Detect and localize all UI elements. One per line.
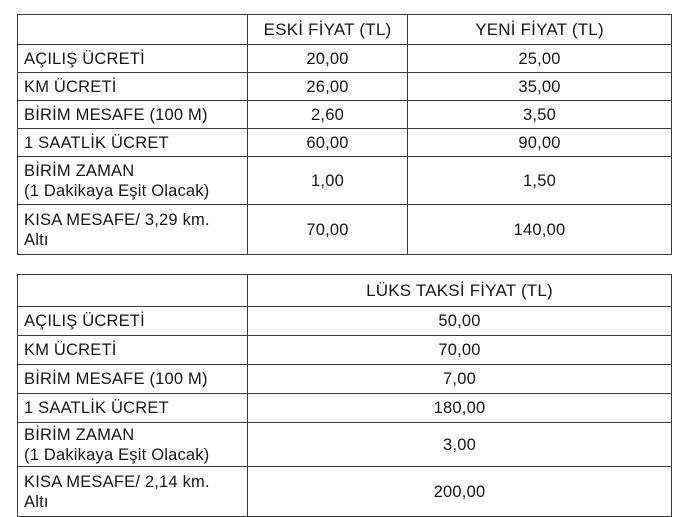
row-label-line: (1 Dakikaya Eşit Olacak) <box>24 445 210 464</box>
table-row <box>18 336 672 365</box>
luxury-price-cell: 70,00 <box>248 336 672 365</box>
old-price-cell: 20,00 <box>248 45 408 73</box>
luxury-price-cell: 50,00 <box>248 307 672 336</box>
row-label-line: Altı <box>24 492 49 511</box>
row-label-line: (1 Dakikaya Eşit Olacak) <box>24 181 210 200</box>
row-label-line: BİRİM ZAMAN <box>24 161 135 180</box>
table-row <box>18 157 672 205</box>
old-price-cell: 60,00 <box>248 129 408 157</box>
header-cell-empty <box>18 15 248 45</box>
luxury-taxi-fare-table <box>17 274 672 517</box>
row-label-line: BİRİM ZAMAN <box>24 425 135 444</box>
row-label <box>18 423 248 467</box>
old-price-cell: 1,00 <box>248 157 408 205</box>
new-price-cell: 90,00 <box>408 129 672 157</box>
table-row <box>18 45 672 73</box>
header-luxury-price: LÜKS TAKSİ FİYAT (TL) <box>248 275 672 307</box>
new-price-cell: 3,50 <box>408 101 672 129</box>
row-label <box>18 467 248 517</box>
table-row <box>18 423 672 467</box>
table-row <box>18 101 672 129</box>
row-label: 1 SAATLİK ÜCRET <box>18 394 248 423</box>
header-old-price: ESKİ FİYAT (TL) <box>248 15 408 45</box>
row-label: BİRİM MESAFE (100 M) <box>18 365 248 394</box>
old-price-cell: 26,00 <box>248 73 408 101</box>
row-label-line: KISA MESAFE/ 2,14 km. <box>24 472 210 491</box>
table-row <box>18 73 672 101</box>
table-header-row <box>18 275 672 307</box>
table-row <box>18 365 672 394</box>
table-row <box>18 394 672 423</box>
luxury-price-cell: 180,00 <box>248 394 672 423</box>
row-label: AÇILIŞ ÜCRETİ <box>18 307 248 336</box>
old-price-cell: 2,60 <box>248 101 408 129</box>
new-price-cell: 35,00 <box>408 73 672 101</box>
header-cell-empty <box>18 275 248 307</box>
row-label-line: KISA MESAFE/ 3,29 km. <box>24 210 210 229</box>
table-row <box>18 129 672 157</box>
new-price-cell: 140,00 <box>408 205 672 255</box>
header-new-price: YENİ FİYAT (TL) <box>408 15 672 45</box>
table-row <box>18 467 672 517</box>
row-label: AÇILIŞ ÜCRETİ <box>18 45 248 73</box>
luxury-price-cell: 200,00 <box>248 467 672 517</box>
row-label <box>18 157 248 205</box>
row-label: KM ÜCRETİ <box>18 336 248 365</box>
row-label-line: Altı <box>24 230 49 249</box>
fare-comparison-table <box>17 14 672 255</box>
row-label: BİRİM MESAFE (100 M) <box>18 101 248 129</box>
row-label <box>18 205 248 255</box>
luxury-price-cell: 3,00 <box>248 423 672 467</box>
table-row <box>18 205 672 255</box>
new-price-cell: 25,00 <box>408 45 672 73</box>
new-price-cell: 1,50 <box>408 157 672 205</box>
luxury-price-cell: 7,00 <box>248 365 672 394</box>
row-label: 1 SAATLİK ÜCRET <box>18 129 248 157</box>
table-row <box>18 307 672 336</box>
row-label: KM ÜCRETİ <box>18 73 248 101</box>
table-header-row <box>18 15 672 45</box>
old-price-cell: 70,00 <box>248 205 408 255</box>
